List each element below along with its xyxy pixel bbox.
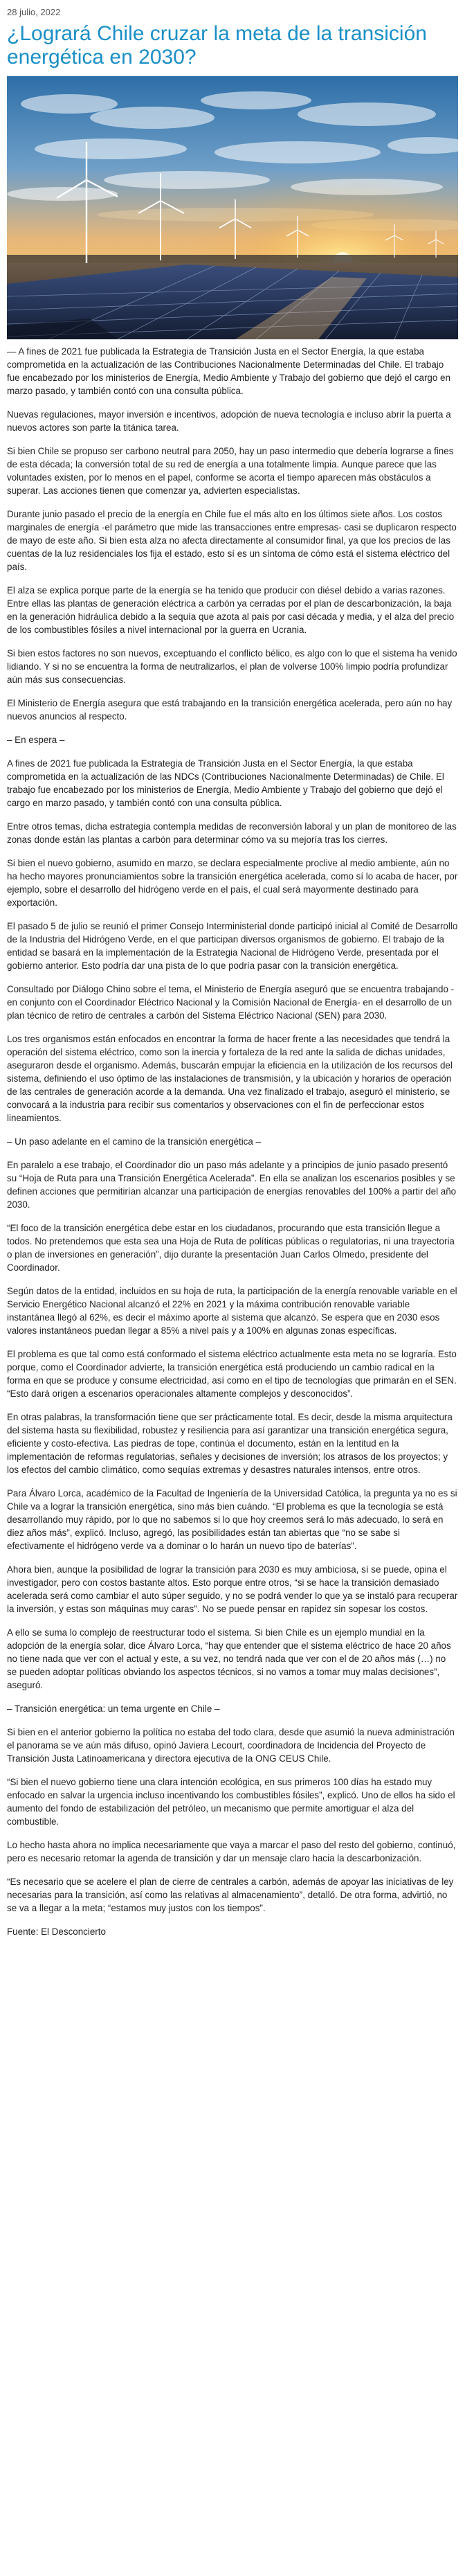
paragraph: Si bien Chile se propuso ser carbono neutral para 2050, hay un paso intermedio que debería lograrse a fines de esta década; la conversión total de su red de energía a una totalmente limpia. Aunque parece que las voluntades existen, por lo menos en el papel, conforme se acorta el tiempo aparecen más obstáculos a superar. Las acciones tienen que comenzar ya, advierten especialistas.	[7, 446, 454, 496]
article-page	[7, 7, 458, 1938]
hero-image	[7, 76, 458, 339]
paragraph: “El foco de la transición energética debe estar en los ciudadanos, procurando que esta transición llegue a todos. No pretendemos que esta sea una Hoja de Ruta de políticas públicas o regulatorias, ni una trayectoria o plan de inversiones en generación”, dijo durante la presentación Juan Carlos Olmedo, presidente del Coordinador.	[7, 1223, 455, 1273]
paragraph: En otras palabras, la transformación tiene que ser prácticamente total. Es decir, desde la misma arquitectura del sistema hasta su flexibilidad, robustez y resiliencia para así garantizar una transición energética segura, eficiente y costo-efectiva. Las piedras de tope, continúa el documento, están en la lentitud en la implementación de reformas regulatorias, señales y decisiones de inversión; los atrasos de los proyectos; y los efectos del cambio climático, como sequías extremas y desastres naturales intensos, entre otros.	[7, 1412, 453, 1475]
paragraph: A fines de 2021 fue publicada la Estrategia de Transición Justa en el Sector Energía, la que estaba comprometida en la actualización de las NDCs (Contribuciones Nacionalmente Determinadas) de Chile. El trabajo fue encabezado por los ministerios de Energía, Medio Ambiente y Trabajo del gobierno que dejó el cargo en marzo pasado, y también contó con una consulta pública.	[7, 758, 444, 808]
paragraph: El Ministerio de Energía asegura que está trabajando en la transición energética acelerada, pero aún no hay nuevos anuncios al respecto.	[7, 698, 453, 722]
article-title: ¿Logrará Chile cruzar la meta de la transición energética en 2030?	[7, 22, 427, 69]
paragraph: Consultado por Diálogo Chino sobre el tema, el Ministerio de Energía aseguró que se encuentra trabajando -en conjunto con el Coordinador Eléctrico Nacional y la Comisión Nacional de Energía- en el desarrollo de un plan técnico de retiro de centrales a carbón del Sistema Eléctrico Nacional (SEN) para 2030.	[7, 984, 455, 1021]
article-source: Fuente: El Desconcierto	[7, 1926, 106, 1937]
section-heading: – En espera –	[7, 735, 65, 745]
paragraph: En paralelo a ese trabajo, el Coordinador dio un paso más adelante y a principios de junio pasado presentó su “Hoja de Ruta para una Transición Energética Acelerada”. En ella se analizan los escenarios posibles y se definen acciones que permitirían alcanzar una participación de energías renovables del 100% a partir del año 2030.	[7, 1160, 457, 1210]
paragraph: Ahora bien, aunque la posibilidad de lograr la transición para 2030 es muy ambiciosa, sí se puede, opina el investigador, pero con costos bastante altos. Esto porque entre otros, “si se hace la transición demasiado acelerada será como cambiar el auto súper seguido, y no se podrá vender lo que ya se instaló para recuperar la inversión, y estas son máquinas muy caras”. No se puede pensar en rapidez sin sopesar los costos.	[7, 1564, 458, 1614]
paragraph: Los tres organismos están enfocados en encontrar la forma de hacer frente a las necesidades que tendrá la operación del sistema eléctrico, como son la inercia y fortaleza de la red ante la salida de dichas unidades, aseguraron desde el organismo. Además, buscarán empujar la eficiencia en la utilización de los recursos del sistema, definiendo el uso óptimo de las instalaciones de transmisión, y la ubicación y horarios de operación de las centrales de generación acorde a la demanda. Una vez finalizado el trabajo, aseguró el ministerio, se convocará a la industria para recibir sus comentarios y observaciones con el fin de perfeccionar estos lineamientos.	[7, 1034, 453, 1123]
paragraph: — A fines de 2021 fue publicada la Estrategia de Transición Justa en el Sector Energía, la que estaba comprometida en la actualización de las Contribuciones Nacionalmente Determinadas del Chile. El trabajo fue encabezado por los ministerios de Energía, Medio Ambiente y Trabajo del gobierno que dejó el cargo en marzo pasado, y también contó con una consulta pública.	[7, 346, 450, 396]
paragraph: Lo hecho hasta ahora no implica necesariamente que vaya a marcar el paso del resto del gobierno, continuó, pero es necesario retomar la agenda de transición y dar un mensaje claro hacia la descarbonización.	[7, 1840, 456, 1863]
paragraph: El problema es que tal como está conformado el sistema eléctrico actualmente esta meta no se lograría. Esto porque, como el Coordinador advierte, la transición energética está produciendo un cambio radical en la forma en que se produce y consume electricidad, así como en el tipo de tecnologías que primarán en el SEN. “Esto dará origen a escenarios operacionales altamente complejos y desconocidos”.	[7, 1349, 457, 1399]
section-heading: – Un paso adelante en el camino de la transición energética –	[7, 1136, 261, 1147]
paragraph: El pasado 5 de julio se reunió el primer Consejo Interministerial donde participó inicial al Comité de Desarrollo de la Industria del Hidrógeno Verde, en el que participan diversos organismos de gobierno. El trabajo de la entidad se basará en la implementación de la Estrategia Nacional de Hidrógeno Verde, presentada por el gobierno anterior. Esto podría dar una pista de lo que podría pasar con la transición energética.	[7, 921, 458, 971]
paragraph: El alza se explica porque parte de la energía se ha tenido que producir con diésel debido a varias razones. Entre ellas las plantas de generación eléctrica a carbón ya cerradas por el plan de descarbonización, la baja en la generación hidráulica debido a la sequía que azota al país por casi década y media, y el alza del precio de los combustibles fósiles a nivel internacional por la guerra en Ucrania.	[7, 585, 455, 635]
paragraph: Si bien en el anterior gobierno la política no estaba del todo clara, desde que asumió la nueva administración el panorama se ve aún más difuso, opinó Javiera Lecourt, coordinadora de Incidencia del Proyecto de Transición Justa Latinoamericana y directora ejecutiva de la ONG CEUS Chile.	[7, 1727, 455, 1764]
paragraph: Si bien el nuevo gobierno, asumido en marzo, se declara especialmente proclive al medio ambiente, aún no ha hecho mayores pronunciamientos sobre la transición energética acelerada, como sí lo acaba de hacer, por ejemplo, sobre el desarrollo del hidrógeno verde en el país, el cual será mayormente destinado para exportación.	[7, 858, 458, 908]
paragraph: Según datos de la entidad, incluidos en su hoja de ruta, la participación de la energía renovable variable en el Servicio Energético Nacional alcanzó el 22% en 2021 y la máxima contribución renovable variable instantánea llegó al 62%, es decir el máximo aporte al sistema que alcanzó. Se espera que en 2030 esos valores instantáneos puedan llegar a 85% a nivel país y a 100% en algunas zonas específicas.	[7, 1286, 457, 1336]
paragraph: A ello se suma lo complejo de reestructurar todo el sistema. Si bien Chile es un ejemplo mundial en la adopción de la energía solar, dice Álvaro Lorca, “hay que entender que el sistema eléctrico de hace 20 años no tiene nada que ver con el actual y este, a su vez, no tendrá nada que ver con el de 20 años más (…) no se pueden adoptar políticas obviando los aspectos técnicos, si no vamos a tomar muy malas decisiones”, aseguró.	[7, 1627, 451, 1690]
paragraph: “Es necesario que se acelere el plan de cierre de centrales a carbón, además de apoyar las iniciativas de ley necesarias para la transición, así como las relativas al almacenamiento”, detalló. De otra forma, advirtió, no se va a llegar a la meta; “estamos muy justos con los tiempos”.	[7, 1877, 454, 1913]
section-heading: – Transición energética: un tema urgente en Chile –	[7, 1703, 220, 1714]
paragraph: Entre otros temas, dicha estrategia contempla medidas de reconversión laboral y un plan de monitoreo de las zonas donde están las plantas a carbón para determinar cómo va su mejoría tras los cierres.	[7, 821, 457, 845]
paragraph: “Si bien el nuevo gobierno tiene una clara intención ecológica, en sus primeros 100 días ha estado muy enfocado en salvar la urgencia incluso incentivando los combustibles fósiles”, explicó. Uno de ellos ha sido el aumento del fondo de estabilización del petróleo, un mecanismo que permite amortiguar el alza del combustible.	[7, 1777, 455, 1827]
paragraph: Nuevas regulaciones, mayor inversión e incentivos, adopción de nueva tecnología e incluso abrir la puerta a nuevos actores son parte la titánica tarea.	[7, 409, 451, 433]
paragraph: Para Álvaro Lorca, académico de la Facultad de Ingeniería de la Universidad Católica, la pregunta ya no es si Chile va a lograr la transición energética, sino más bien cuándo. “El problema es que la tecnología se está desarrollando muy rápido, por lo que no sabemos si lo que hoy creemos será lo más adecuado, lo será en diez años más”, explicó. Incluso, agregó, las posibilidades están tan abiertas que “no se sabe si efectivamente el hidrógeno verde va a dominar o lo harán un nuevo tipo de baterías”.	[7, 1488, 457, 1551]
article-body	[7, 345, 458, 1938]
publish-date: 28 julio, 2022	[7, 7, 61, 17]
paragraph: Durante junio pasado el precio de la energía en Chile fue el más alto en los últimos siete años. Los costos marginales de energía -el parámetro que mide las transacciones entre empresas- casi se duplicaron respecto de mayo de este año. Si bien esta alza no afecta directamente al consumidor final, ya que los precios de las cuentas de la luz residenciales los fija el estado, esto sí es un síntoma de cómo está el sistema eléctrico del país.	[7, 509, 457, 572]
paragraph: Si bien estos factores no son nuevos, exceptuando el conflicto bélico, es algo con lo que el sistema ha venido lidiando. Y si no se encuentra la forma de neutralizarlos, el plan de volverse 100% limpio podría profundizar aún más sus consecuencias.	[7, 648, 457, 685]
